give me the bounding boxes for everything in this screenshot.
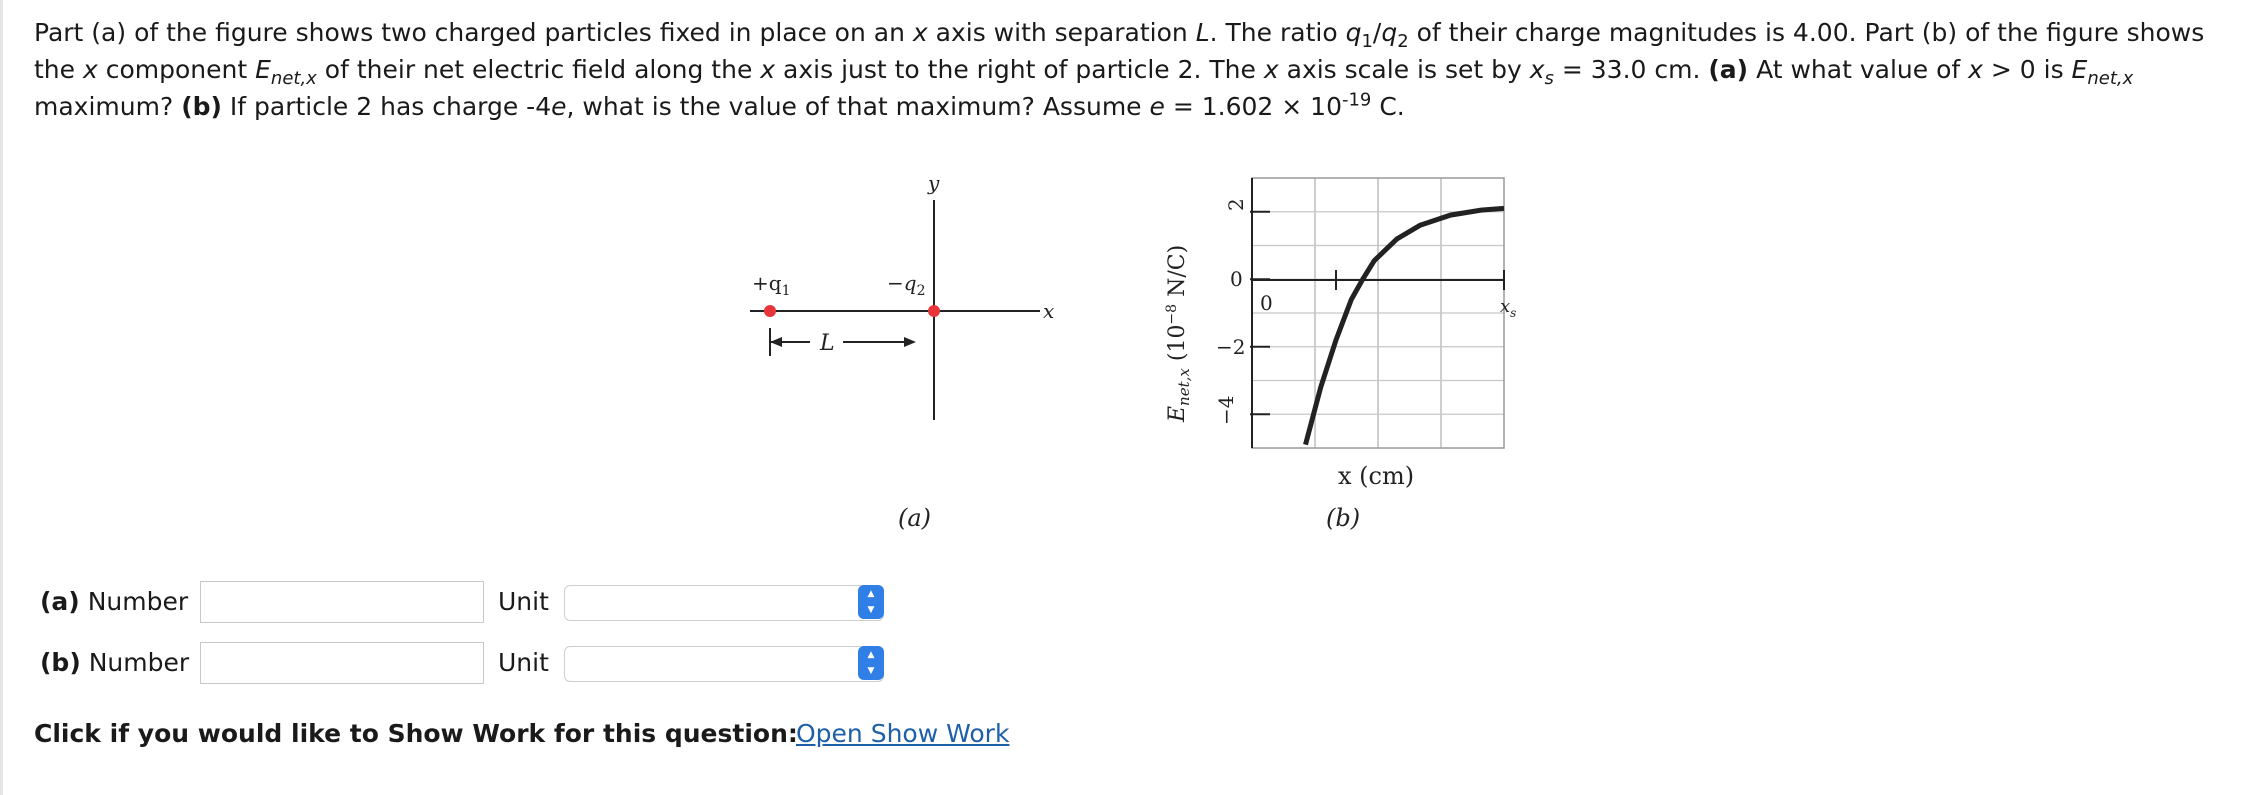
- q2-label: $-q_2$: [887, 271, 926, 299]
- q1-label: $+q_1$: [752, 271, 791, 299]
- answer-row-a: [40, 579, 875, 623]
- y-axis-label: y: [928, 171, 940, 195]
- question-text: Part (a) of the figure shows two charged particles fixed in place on an x axis with separation L. The ratio $q_1/q_2$ of their charge magnitudes is 4.00. Part (b) of the figure shows the x component $E_{net,x}$ of their net electric field along the x axis just to the right of particle 2. The x axis scale is set by $x_s = 33.0$ cm. (a) At what value of x > 0 is $E_{net,x}$ maximum? (b) If particle 2 has charge -4e, what is the value of that maximum? Assume $e = 1.602 \times 10^{-19}$ C.: [34, 18, 2205, 121]
- left-border: [0, 0, 3, 795]
- show-work-prompt: Click if you would like to Show Work for this question:: [34, 719, 798, 748]
- x-axis-title: x (cm): [1338, 462, 1415, 490]
- x-axis-label: x: [1043, 299, 1055, 323]
- answer-b-unit-label: Unit: [498, 647, 549, 677]
- answer-a-number-input[interactable]: [200, 581, 484, 623]
- answer-a-label: (a) Number: [40, 586, 189, 616]
- answer-a-unit-label: Unit: [498, 586, 549, 616]
- figure-a-diagram: [740, 160, 1080, 540]
- figure-a-caption: (a): [898, 504, 932, 532]
- answer-b-label: (b) Number: [40, 647, 190, 677]
- y-tick-label-2: 2: [1224, 198, 1248, 211]
- figure-b-chart: [1150, 160, 1530, 540]
- y-axis-title: $E_{net,x}$ ($10^{-8}$ N/C): [1164, 244, 1193, 422]
- field-curve: [1306, 208, 1505, 444]
- y-tick-label-0: 0: [1230, 267, 1243, 291]
- L-arrowhead-left: [770, 337, 782, 347]
- select-arrows-icon[interactable]: ▲ ▼: [858, 646, 884, 680]
- xs-label: $x_s$: [1500, 296, 1517, 320]
- particle-1: [764, 305, 776, 317]
- open-show-work-link[interactable]: Open Show Work: [796, 719, 1010, 748]
- select-arrows-icon[interactable]: ▲ ▼: [858, 585, 884, 619]
- y-tick-label-neg2: −2: [1216, 335, 1246, 359]
- answer-b-number-input[interactable]: [200, 642, 484, 684]
- answer-a-unit-select[interactable]: [564, 585, 884, 621]
- L-arrowhead-right: [904, 337, 916, 347]
- y-tick-label-neg4: −4: [1214, 395, 1238, 425]
- L-label: L: [820, 331, 835, 356]
- answer-row-b: [40, 640, 875, 684]
- chart-grid: [1252, 178, 1504, 448]
- particle-2: [928, 305, 940, 317]
- origin-label: 0: [1260, 291, 1273, 315]
- figure-b-caption: (b): [1326, 504, 1361, 532]
- answer-b-unit-select[interactable]: [564, 646, 884, 682]
